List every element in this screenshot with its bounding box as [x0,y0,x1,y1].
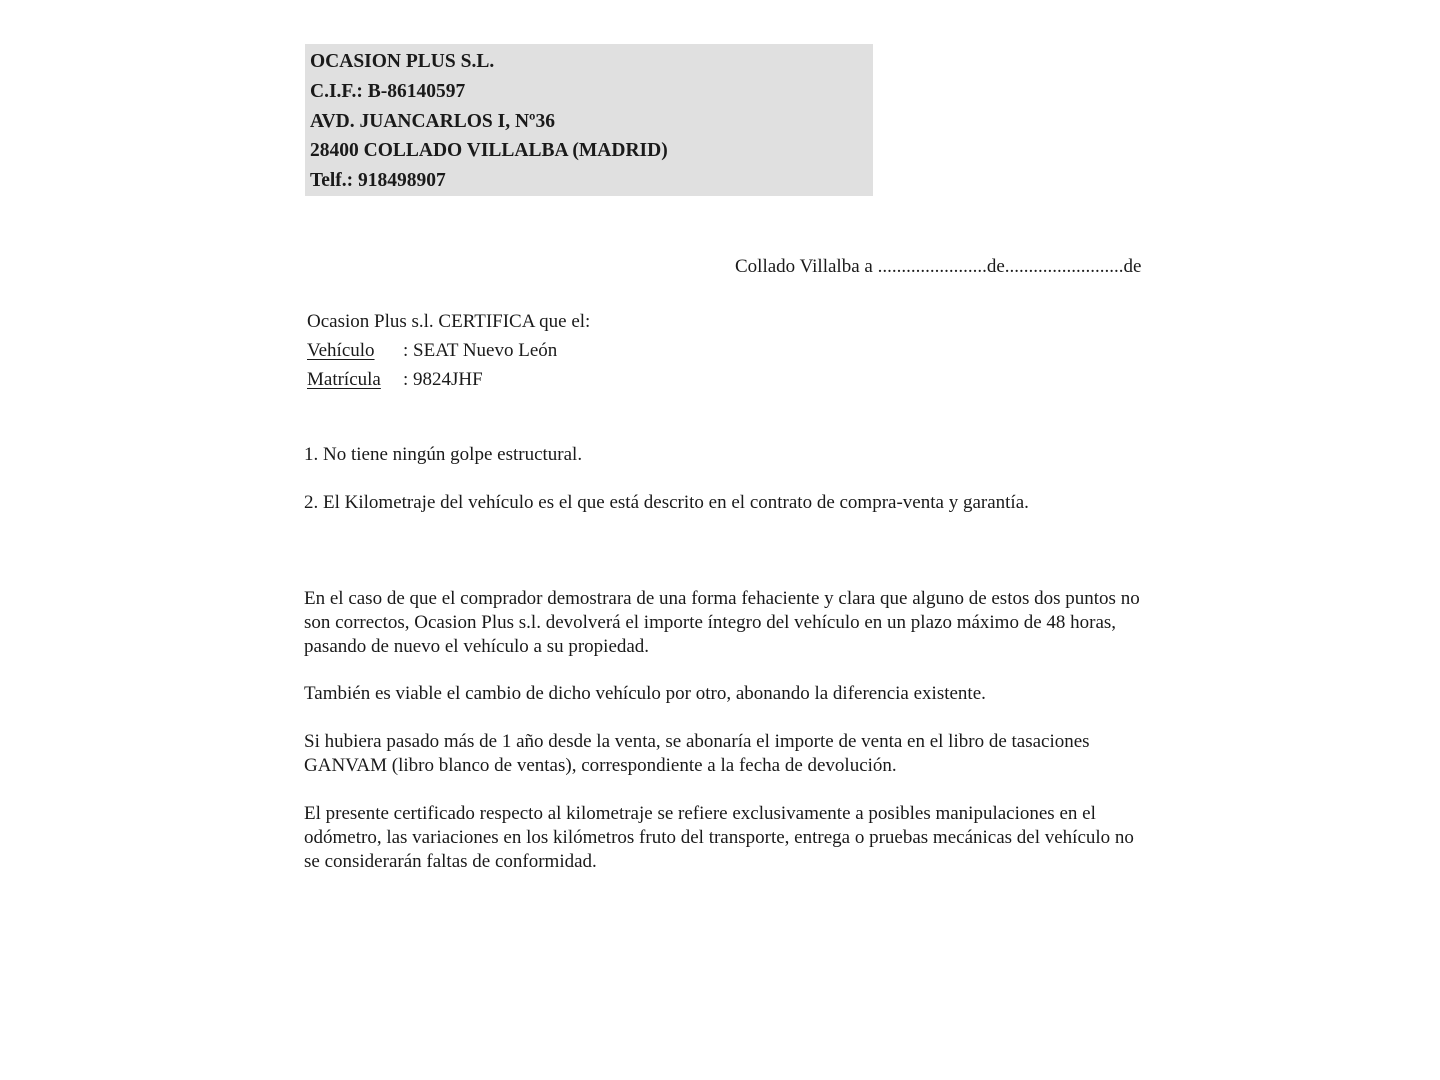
paragraph-line: Si hubiera pasado más de 1 año desde la venta, se abonaría el importe de venta en el libro de tasaciones [304,731,1090,752]
paragraph-line: En el caso de que el comprador demostrara de una forma fehaciente y clara que alguno de estos dos puntos no [304,588,1140,609]
company-address: AVD. JUANCARLOS I, Nº36 [310,111,555,132]
paragraph-line: GANVAM (libro blanco de ventas), correspondiente a la fecha de devolución. [304,755,897,776]
plate-row [307,368,483,392]
point-2: 2. El Kilometraje del vehículo es el que está descrito en el contrato de compra-venta y garantía. [304,492,1029,513]
date-line: Collado Villalba a .......................de.........................de [735,256,1142,277]
certification-intro: Ocasion Plus s.l. CERTIFICA que el: [307,311,591,332]
paragraph-refund [304,587,1187,659]
paragraph-line: También es viable el cambio de dicho vehículo por otro, abonando la diferencia existente. [304,683,986,704]
paragraph-odometer [304,802,1187,874]
vehicle-row [307,339,557,363]
company-header [305,44,873,196]
point-1: 1. No tiene ningún golpe estructural. [304,444,583,465]
plate-label: Matrícula [307,369,381,390]
vehicle-value: : SEAT Nuevo León [403,340,558,361]
company-city: 28400 COLLADO VILLALBA (MADRID) [310,140,668,161]
vehicle-label: Vehículo [307,340,375,361]
company-phone: Telf.: 918498907 [310,170,446,191]
paragraph-ganvam [304,730,1187,778]
company-cif: C.I.F.: B-86140597 [310,81,466,102]
paragraph-line: se considerarán faltas de conformidad. [304,851,597,872]
paragraph-line: El presente certificado respecto al kilometraje se refiere exclusivamente a posibles manipulaciones en el [304,803,1096,824]
paragraph-exchange [304,682,1187,706]
plate-value: : 9824JHF [403,369,483,390]
paragraph-line: son correctos, Ocasion Plus s.l. devolverá el importe íntegro del vehículo en un plazo máximo de 48 horas, [304,612,1117,633]
paragraph-line: pasando de nuevo el vehículo a su propiedad. [304,636,650,657]
paragraph-line: odómetro, las variaciones en los kilómetros fruto del transporte, entrega o pruebas mecánicas del vehículo no [304,827,1134,848]
company-name: OCASION PLUS S.L. [310,51,495,72]
